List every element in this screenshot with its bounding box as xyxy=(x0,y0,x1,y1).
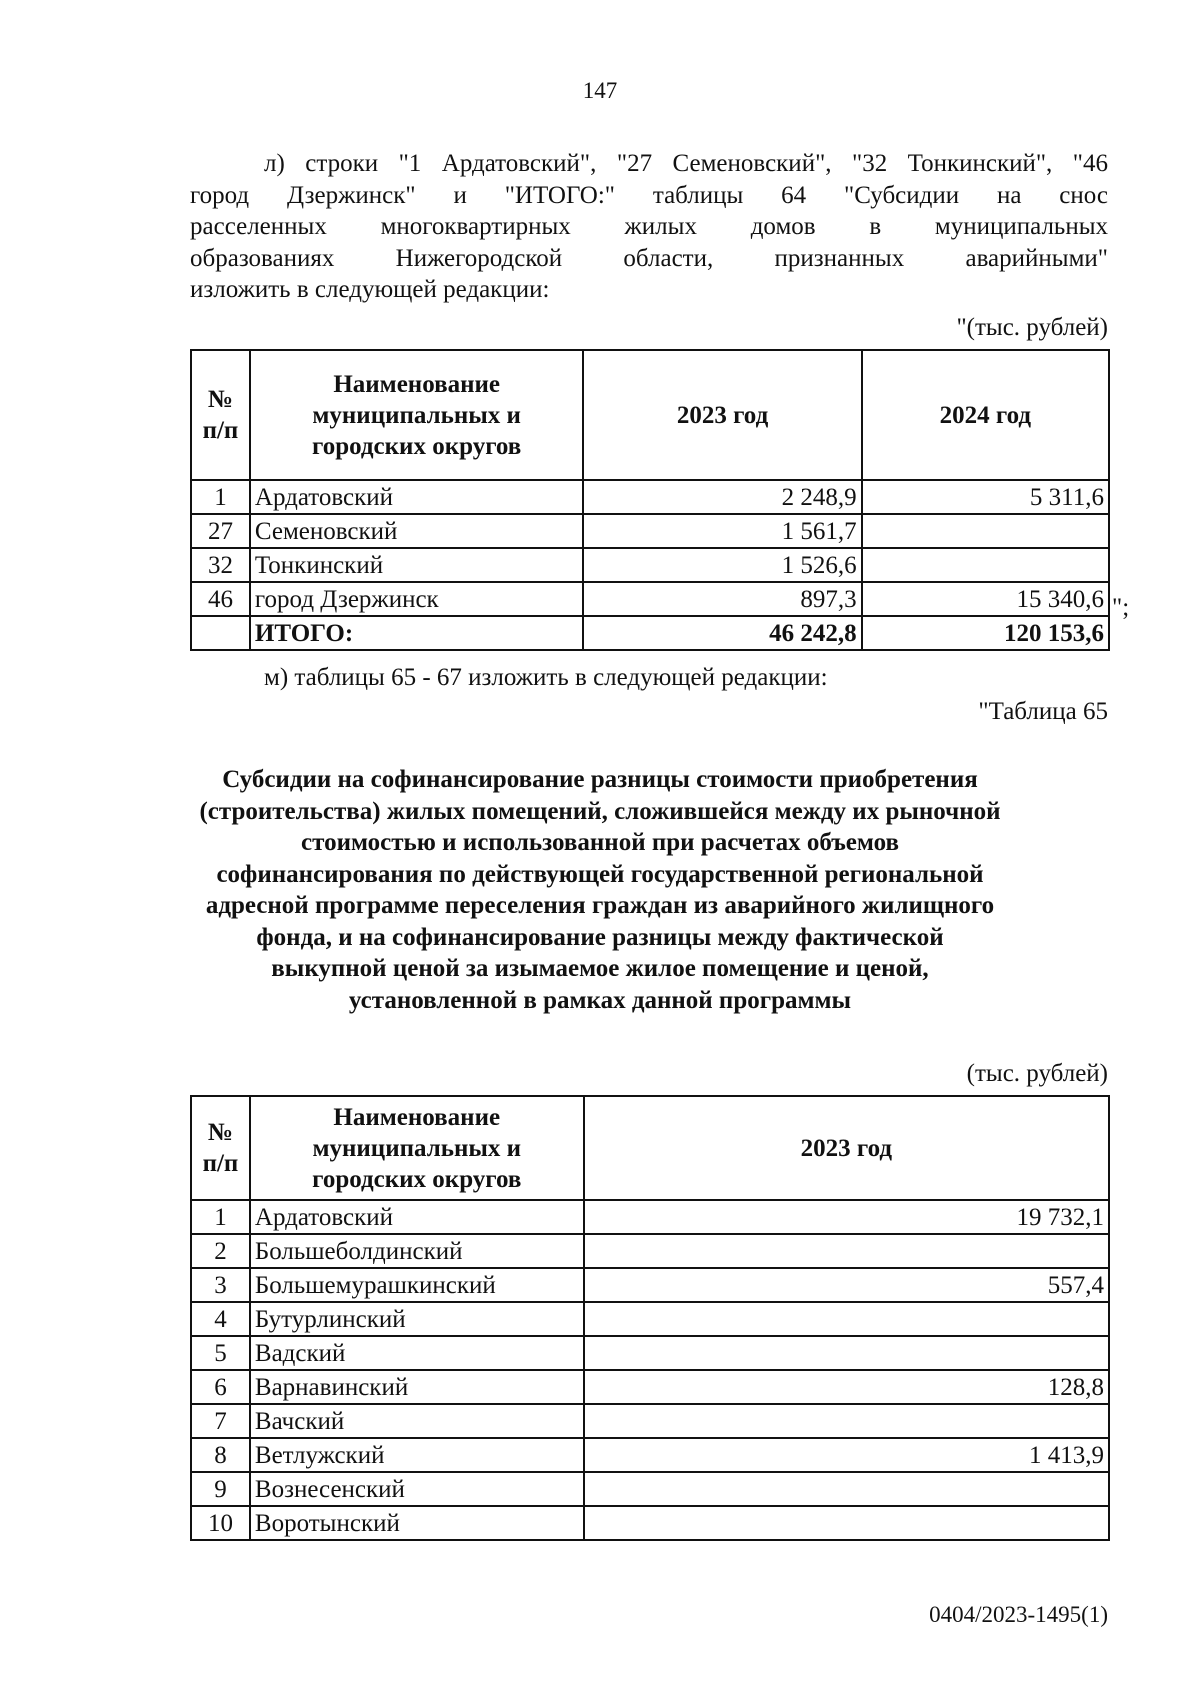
total-label: ИТОГО: xyxy=(250,616,584,650)
table-row xyxy=(191,1302,1109,1336)
row-name: Вадский xyxy=(250,1336,584,1370)
title-line: Субсидии на софинансирование разницы стоимости приобретения xyxy=(222,766,978,793)
section-l-line: л) строки "1 Ардатовский", "27 Семеновский", "32 Тонкинский", "46 xyxy=(264,150,1108,177)
row-num: 9 xyxy=(191,1472,250,1506)
row-2024 xyxy=(862,514,1109,548)
table64-header-2023: 2023 год xyxy=(583,350,861,480)
section-l-paragraph xyxy=(190,148,1108,306)
row-2023: 557,4 xyxy=(584,1268,1109,1302)
table65-title xyxy=(150,764,1050,1016)
row-2023: 1 413,9 xyxy=(584,1438,1109,1472)
row-num: 32 xyxy=(191,548,250,582)
section-m-text: м) таблицы 65 - 67 изложить в следующей редакции: xyxy=(264,664,828,691)
page-number: 147 xyxy=(582,78,618,103)
row-num: 4 xyxy=(191,1302,250,1336)
row-num: 1 xyxy=(191,480,250,514)
row-name: Тонкинский xyxy=(250,548,584,582)
row-2023: 19 732,1 xyxy=(584,1200,1109,1234)
row-2024 xyxy=(862,548,1109,582)
table65-unit: (тыс. рублей) xyxy=(966,1060,1108,1087)
table-row xyxy=(191,1506,1109,1540)
table-row xyxy=(191,514,1109,548)
row-name: Семеновский xyxy=(250,514,584,548)
row-name: Ардатовский xyxy=(250,1200,584,1234)
row-name: Вачский xyxy=(250,1404,584,1438)
table65-header-2023: 2023 год xyxy=(584,1096,1109,1200)
table-row xyxy=(191,1370,1109,1404)
row-num: 27 xyxy=(191,514,250,548)
row-2023 xyxy=(584,1234,1109,1268)
table-64 xyxy=(190,349,1110,651)
table-row xyxy=(191,1268,1109,1302)
table64-header-name: Наименование муниципальных и городских округов xyxy=(250,350,584,480)
row-2023: 1 526,6 xyxy=(583,548,861,582)
title-line: софинансирования по действующей государственной региональной xyxy=(216,860,984,888)
table-row xyxy=(191,480,1109,514)
row-num: 7 xyxy=(191,1404,250,1438)
row-2023 xyxy=(584,1302,1109,1336)
table65-header-row xyxy=(191,1096,1109,1200)
row-2023 xyxy=(584,1506,1109,1540)
title-line: стоимостью и использованной при расчетах объемов xyxy=(301,829,899,856)
row-num: 2 xyxy=(191,1234,250,1268)
table-row xyxy=(191,1336,1109,1370)
row-num: 10 xyxy=(191,1506,250,1540)
table64-header-2024: 2024 год xyxy=(862,350,1109,480)
row-2023: 897,3 xyxy=(583,582,861,616)
table64-unit: "(тыс. рублей) xyxy=(956,314,1108,341)
row-num: 46 xyxy=(191,582,250,616)
document-code: 0404/2023-1495(1) xyxy=(929,1602,1108,1627)
title-line: фонда, и на софинансирование разницы между фактической xyxy=(256,923,944,951)
section-l-line: расселенных многоквартирных жилых домов в муниципальных xyxy=(190,213,1108,240)
table65-header-name: Наименование муниципальных и городских округов xyxy=(250,1096,584,1200)
row-name: Большеболдинский xyxy=(250,1234,584,1268)
row-2023 xyxy=(584,1404,1109,1438)
row-2023: 128,8 xyxy=(584,1370,1109,1404)
row-num: 3 xyxy=(191,1268,250,1302)
table64-header-num: № п/п xyxy=(191,350,250,480)
row-name: Большемурашкинский xyxy=(250,1268,584,1302)
title-line: установленной в рамках данной программы xyxy=(348,986,852,1014)
table64-header-row xyxy=(191,350,1109,480)
table-row xyxy=(191,1234,1109,1268)
row-name: Ветлужский xyxy=(250,1438,584,1472)
row-name: Ардатовский xyxy=(250,480,584,514)
row-2023: 1 561,7 xyxy=(583,514,861,548)
row-num: 5 xyxy=(191,1336,250,1370)
title-line: (строительства) жилых помещений, сложившейся между их рыночной xyxy=(199,797,1001,825)
table-row xyxy=(191,1200,1109,1234)
total-num-cell xyxy=(191,616,250,650)
table65-header-num: № п/п xyxy=(191,1096,250,1200)
row-num: 6 xyxy=(191,1370,250,1404)
title-line: адресной программе переселения граждан из аварийного жилищного xyxy=(205,892,995,919)
row-num: 1 xyxy=(191,1200,250,1234)
row-num: 8 xyxy=(191,1438,250,1472)
row-2024: 5 311,6 xyxy=(862,480,1109,514)
row-name: город Дзержинск xyxy=(250,582,584,616)
table-row xyxy=(191,582,1109,616)
table-65 xyxy=(190,1095,1110,1541)
section-l-line: город Дзержинск" и "ИТОГО:" таблицы 64 "Субсидии на снос xyxy=(190,181,1108,209)
row-2023 xyxy=(584,1472,1109,1506)
title-line: выкупной ценой за изымаемое жилое помещение и ценой, xyxy=(271,955,929,982)
table65-label: "Таблица 65 xyxy=(978,698,1108,725)
table-row xyxy=(191,1404,1109,1438)
row-2023: 2 248,9 xyxy=(583,480,861,514)
total-2024: 120 153,6 xyxy=(862,616,1109,650)
table-row xyxy=(191,548,1109,582)
row-name: Воротынский xyxy=(250,1506,584,1540)
section-l-line: изложить в следующей редакции: xyxy=(190,276,550,303)
total-2023: 46 242,8 xyxy=(583,616,861,650)
section-l-line: образованиях Нижегородской области, признанных аварийными" xyxy=(190,244,1108,272)
row-2024: 15 340,6 xyxy=(862,582,1109,616)
table64-closing-quote: "; xyxy=(1112,594,1130,621)
row-name: Бутурлинский xyxy=(250,1302,584,1336)
table-row xyxy=(191,1472,1109,1506)
row-2023 xyxy=(584,1336,1109,1370)
table64-total-row xyxy=(191,616,1109,650)
row-name: Варнавинский xyxy=(250,1370,584,1404)
table-row xyxy=(191,1438,1109,1472)
row-name: Вознесенский xyxy=(250,1472,584,1506)
